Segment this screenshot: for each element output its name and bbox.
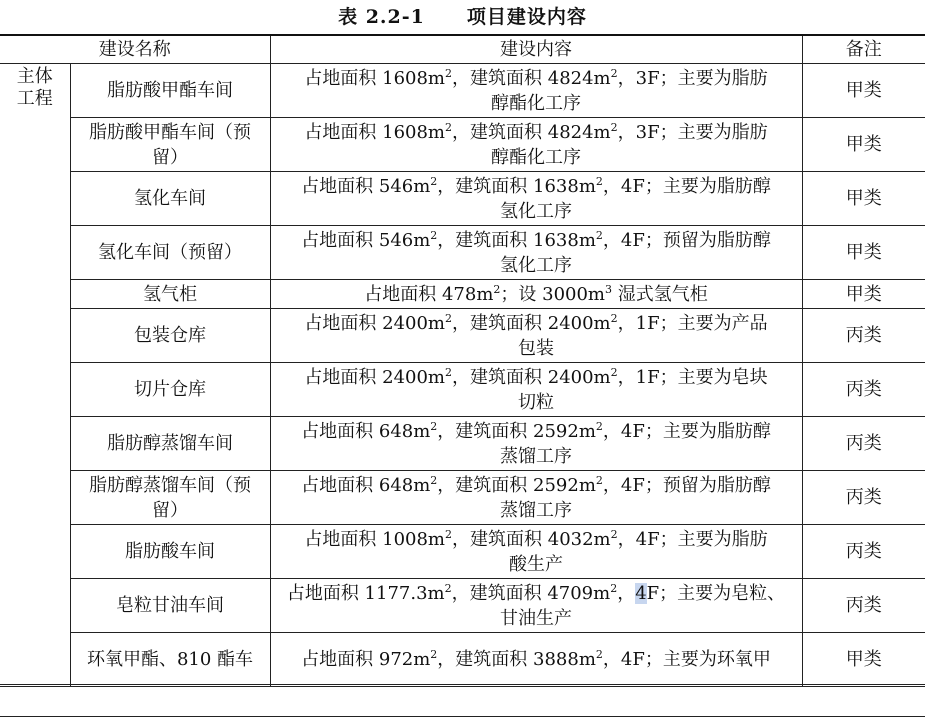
- building-name-cell: 氢气柜: [70, 280, 270, 309]
- table-body: [0, 64, 925, 687]
- table-row: [0, 172, 925, 226]
- table-row: [0, 579, 925, 633]
- remark-cell: 甲类: [802, 633, 925, 687]
- building-content-cell: 占地面积 $546m^2$，建筑面积 $1638m^2$，4F；主要为脂肪醇 氢化工序: [270, 172, 802, 226]
- building-name-cell: 皂粒甘油车间: [70, 579, 270, 633]
- remark-cell: 甲类: [802, 280, 925, 309]
- building-name-cell: 环氧甲酯、810 酯车: [70, 633, 270, 687]
- table-row: [0, 417, 925, 471]
- page-bottom-rule: [0, 716, 925, 717]
- table-row: [0, 633, 925, 687]
- table-row: [0, 226, 925, 280]
- remark-cell: 甲类: [802, 226, 925, 280]
- building-content-cell: 占地面积 $1608m^2$，建筑面积 $4824m^2$，3F；主要为脂肪 醇酯化工序: [270, 118, 802, 172]
- header-content: 建设内容: [270, 35, 802, 64]
- table-container: [0, 34, 925, 721]
- building-content-cell: 占地面积 $2400m^2$，建筑面积 $2400m^2$，1F；主要为产品 包装: [270, 309, 802, 363]
- table-title: [0, 2, 925, 29]
- table-row: [0, 280, 925, 309]
- table-row: [0, 525, 925, 579]
- remark-cell: 甲类: [802, 64, 925, 118]
- remark-cell: 甲类: [802, 118, 925, 172]
- category-line-2: 工程: [16, 88, 53, 109]
- category-cell: [0, 64, 70, 687]
- building-name-cell: 脂肪醇蒸馏车间（预留）: [70, 471, 270, 525]
- table-row: [0, 471, 925, 525]
- building-name-cell: 切片仓库: [70, 363, 270, 417]
- building-content-cell: 占地面积 $1177.3m^2$，建筑面积 $4709m^2$，4F；主要为皂粒、 甘油生产: [270, 579, 802, 633]
- building-content-cell: 占地面积 $648m^2$，建筑面积 $2592m^2$，4F；预留为脂肪醇 蒸馏工序: [270, 471, 802, 525]
- building-name-cell: 脂肪酸甲酯车间: [70, 64, 270, 118]
- remark-cell: 甲类: [802, 172, 925, 226]
- building-name-cell: 脂肪酸甲酯车间（预留）: [70, 118, 270, 172]
- building-content-cell: 占地面积 $972m^2$，建筑面积 $3888m^2$，4F；主要为环氧甲: [270, 633, 802, 687]
- header-row: [0, 35, 925, 64]
- building-name-cell: 氢化车间（预留）: [70, 226, 270, 280]
- building-content-cell: 占地面积 $648m^2$，建筑面积 $2592m^2$，4F；主要为脂肪醇 蒸馏工序: [270, 417, 802, 471]
- header-note: 备注: [802, 35, 925, 64]
- text-selection-highlight: 4: [635, 582, 647, 604]
- building-name-cell: 脂肪醇蒸馏车间: [70, 417, 270, 471]
- remark-cell: 丙类: [802, 579, 925, 633]
- building-name-cell: 包装仓库: [70, 309, 270, 363]
- building-name-cell: 氢化车间: [70, 172, 270, 226]
- building-content-cell: 占地面积 $2400m^2$，建筑面积 $2400m^2$，1F；主要为皂块 切粒: [270, 363, 802, 417]
- remark-cell: 丙类: [802, 417, 925, 471]
- table-number: 表 2.2-1: [338, 6, 425, 28]
- remark-cell: 丙类: [802, 471, 925, 525]
- table-row: [0, 118, 925, 172]
- table-row: [0, 309, 925, 363]
- building-content-cell: 占地面积 $1608m^2$，建筑面积 $4824m^2$，3F；主要为脂肪 醇酯化工序: [270, 64, 802, 118]
- remark-cell: 丙类: [802, 309, 925, 363]
- building-name-cell: 脂肪酸车间: [70, 525, 270, 579]
- table-cut-line: [0, 684, 925, 685]
- category-line-1: 主体: [16, 66, 53, 87]
- building-content-cell: 占地面积 $1008m^2$，建筑面积 $4032m^2$，4F；主要为脂肪 酸生产: [270, 525, 802, 579]
- building-content-cell: 占地面积 $546m^2$，建筑面积 $1638m^2$，4F；预留为脂肪醇 氢化工序: [270, 226, 802, 280]
- header-name: 建设名称: [0, 35, 270, 64]
- table-row: [0, 363, 925, 417]
- table-row: [0, 64, 925, 118]
- table-caption: 项目建设内容: [466, 6, 587, 28]
- building-content-cell: 占地面积 $478m^2$；设 $3000m^3$ 湿式氢气柜: [270, 280, 802, 309]
- remark-cell: 丙类: [802, 363, 925, 417]
- remark-cell: 丙类: [802, 525, 925, 579]
- project-content-table: [0, 34, 925, 687]
